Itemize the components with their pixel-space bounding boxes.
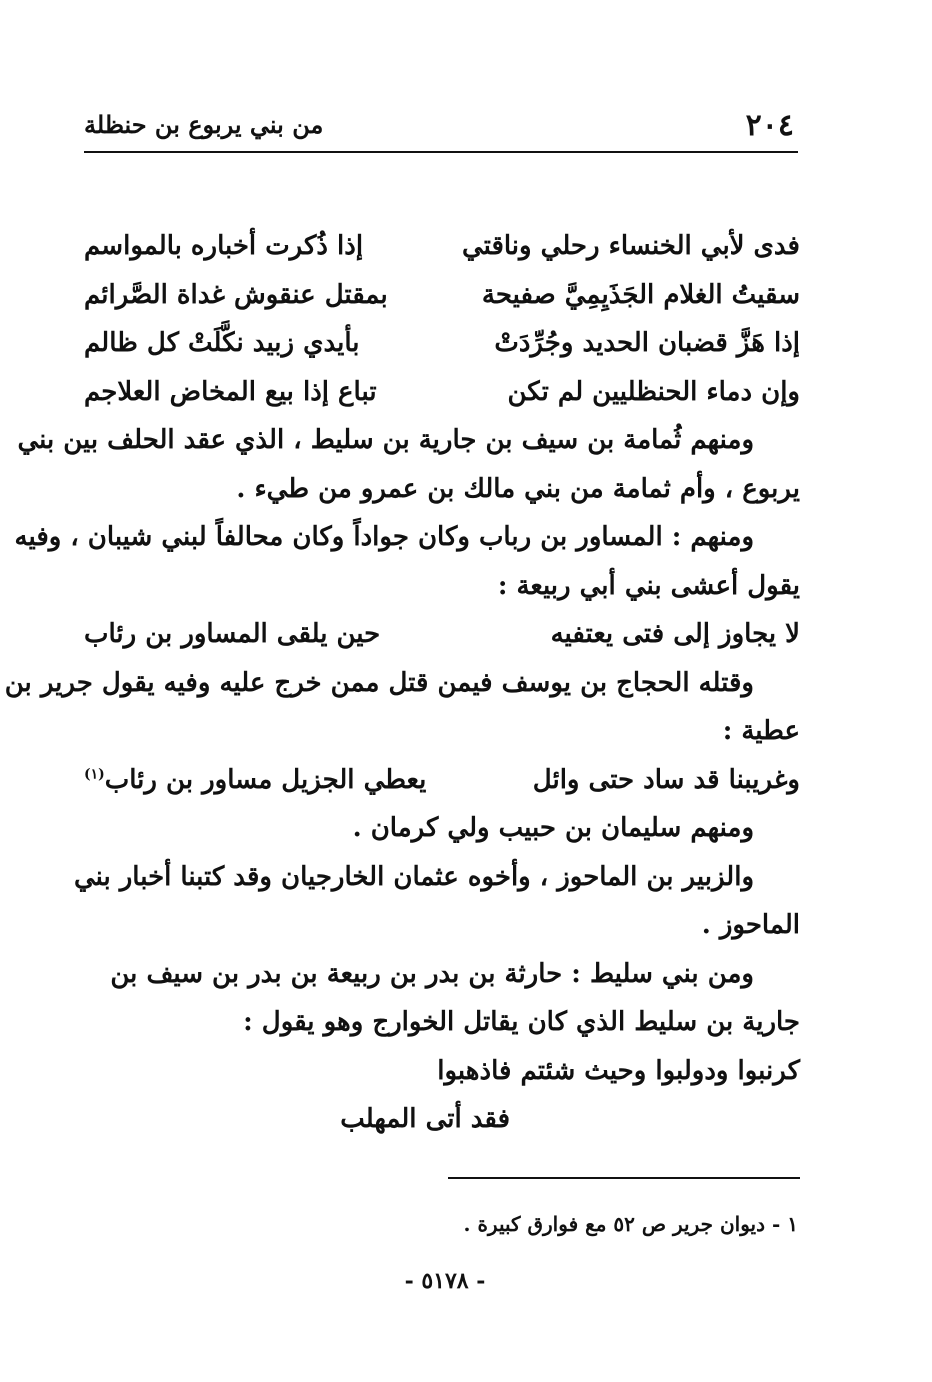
footnote-rule	[448, 1177, 800, 1179]
paragraph-line: ومنهم : المساور بن رباب وكان جواداً وكان محالفاً لبني شيبان ، وفيه	[14, 522, 754, 552]
verse-line-continued: فقد أتى المهلب	[340, 1104, 510, 1134]
footnote-marker[interactable]: (١)	[84, 765, 105, 782]
paragraph-line: جارية بن سليط الذي كان يقاتل الخوارج وهو يقول :	[243, 1007, 800, 1037]
verse-second-hemistich: إذا ذُكرت أخباره بالمواسم	[84, 231, 364, 261]
paragraph-line: يقول أعشى بني أبي ربيعة :	[497, 570, 800, 601]
verse-line	[84, 222, 800, 271]
paragraph-line: الماحوز .	[701, 910, 800, 940]
verse-second-hemistich	[84, 756, 426, 805]
paragraph-line: عطية :	[722, 716, 800, 746]
running-title: من بني يربوع بن حنظلة	[84, 110, 324, 139]
body-text	[4, 222, 800, 1144]
verse-line	[84, 319, 800, 368]
verse-second-hemistich: تباع إذا بيع المخاض العلاجم	[84, 376, 377, 407]
paragraph-line: ومنهم سليمان بن حبيب ولي كرمان .	[352, 813, 754, 843]
page-header	[84, 108, 798, 152]
verse-first-hemistich: سقيتُ الغلام الجَذَيِمِيَّ صفيحة	[481, 279, 800, 310]
paragraph-line: ومنهم ثُمامة بن سيف بن جارية بن سليط ، الذي عقد الحلف بين بني	[17, 425, 754, 455]
paragraph-line: ومن بني سليط : حارثة بن بدر بن ربيعة بن بدر بن سيف بن	[110, 958, 754, 989]
footnote: ١ - ديوان جرير ص ٥٢ مع فوارق كبيرة .	[463, 1212, 798, 1236]
verse-line	[84, 368, 800, 417]
verse-text: كرنبوا ودولبوا وحيث شئتم فاذهبوا	[437, 1055, 800, 1086]
verse-second-hemistich: حين يلقى المساور بن رئاب	[84, 619, 381, 649]
paragraph-line: والزبير بن الماحوز ، وأخوه عثمان الخارجيان وقد كتبنا أخبار بني	[73, 861, 754, 892]
verse-second-hemistich: بمقتل عنقوش غداة الصَّرائم	[84, 279, 388, 310]
verse-line	[84, 271, 800, 320]
page-number: ٢٠٤	[745, 108, 794, 143]
verse-line	[84, 610, 800, 659]
footer-page-number: - ٥١٧٨ -	[404, 1268, 486, 1294]
paragraph-line: وقتله الحجاج بن يوسف فيمن قتل ممن خرج عليه وفيه يقول جرير بن	[4, 667, 754, 698]
verse-second-hemistich: بأيدي زبيد نكَّلَتْ كل ظالم	[84, 328, 360, 358]
verse-first-hemistich: وغريبنا قد ساد حتى وائل	[532, 764, 800, 795]
verse-line	[84, 756, 800, 805]
paragraph-line: يربوع ، وأم ثمامة من بني مالك بن عمرو من طيء .	[236, 473, 800, 504]
verse-line	[84, 1047, 800, 1096]
verse-first-hemistich: لا يجاوز إلى فتى يعتفيه	[550, 619, 800, 649]
verse-first-hemistich: فدى لأبي الخنساء رحلي وناقتي	[461, 231, 800, 261]
verse-first-hemistich: إذا هَزَّ قضبان الحديد وجُرِّدَتْ	[494, 328, 800, 358]
verse-second-hemistich-text: يعطي الجزيل مساور بن رئاب	[104, 764, 427, 795]
verse-first-hemistich: وإن دماء الحنظليين لم تكن	[507, 376, 800, 407]
header-rule	[84, 151, 798, 153]
